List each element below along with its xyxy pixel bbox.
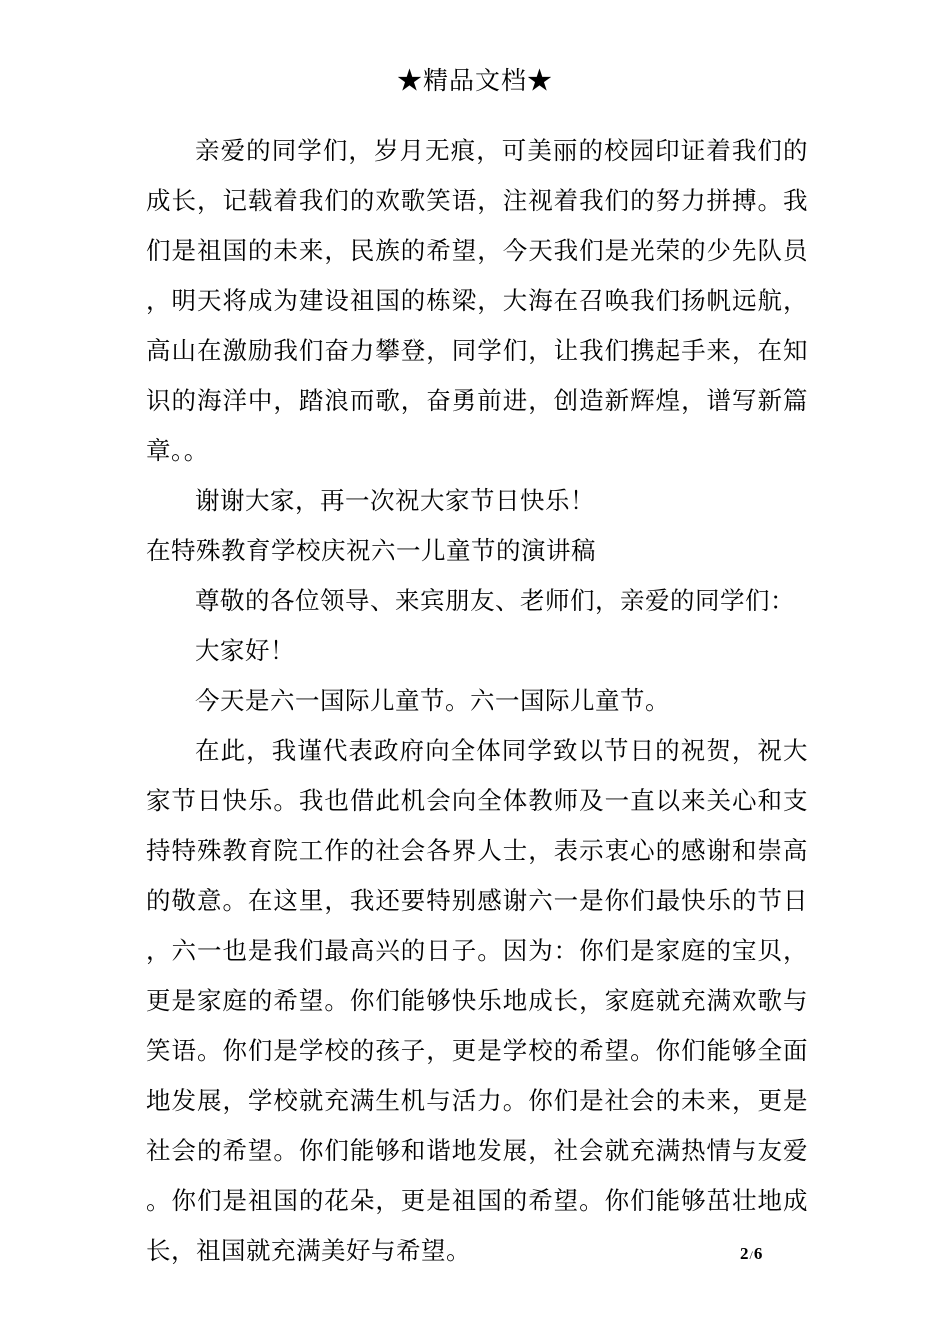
page-separator: / — [749, 1248, 753, 1262]
paragraph-closing-speech: 亲爱的同学们，岁月无痕，可美丽的校园印证着我们的成长，记载着我们的欢歌笑语，注视着我们的努力拼搏。我们是祖国的未来，民族的希望，今天我们是光荣的少先队员，明天将成为建设祖国的栋梁，大海在召唤我们扬帆远航，高山在激励我们奋力攀登，同学们，让我们携起手来，在知识的海洋中，踏浪而歌，奋勇前进，创造新辉煌，谱写新篇章。。 — [146, 136, 808, 465]
paragraph-salutation: 尊敬的各位领导、来宾朋友、老师们，亲爱的同学们： — [195, 586, 795, 615]
speech-title: 在特殊教育学校庆祝六一儿童节的演讲稿 — [146, 536, 596, 565]
paragraph-main-body: 在此，我谨代表政府向全体同学致以节日的祝贺，祝大家节日快乐。我也借此机会向全体教师及一直以来关心和支持特殊教育院工作的社会各界人士，表示衷心的感谢和崇高的敬意。在这里，我还要特别感谢六一是你们最快乐的节日，六一也是我们最高兴的日子。因为：你们是家庭的宝贝，更是家庭的希望。你们能够快乐地成长，家庭就充满欢歌与笑语。你们是学校的孩子，更是学校的希望。你们能够全面地发展，学校就充满生机与活力。你们是社会的未来，更是社会的希望。你们能够和谐地发展，社会就充满热情与友爱。你们是祖国的花朵，更是祖国的希望。你们能够茁壮地成长，祖国就充满美好与希望。 — [146, 736, 808, 1265]
current-page: 2 — [740, 1244, 749, 1263]
total-pages: 6 — [753, 1244, 763, 1263]
document-header — [0, 64, 950, 98]
paragraph-greeting: 大家好！ — [195, 636, 295, 665]
header-title: ★精品文档★ — [396, 66, 553, 95]
paragraph-thanks: 谢谢大家，再一次祝大家节日快乐！ — [195, 486, 595, 515]
paragraph-occasion: 今天是六一国际儿童节。六一国际儿童节。 — [195, 686, 670, 715]
document-body — [146, 126, 808, 1276]
page-number — [740, 1243, 762, 1266]
